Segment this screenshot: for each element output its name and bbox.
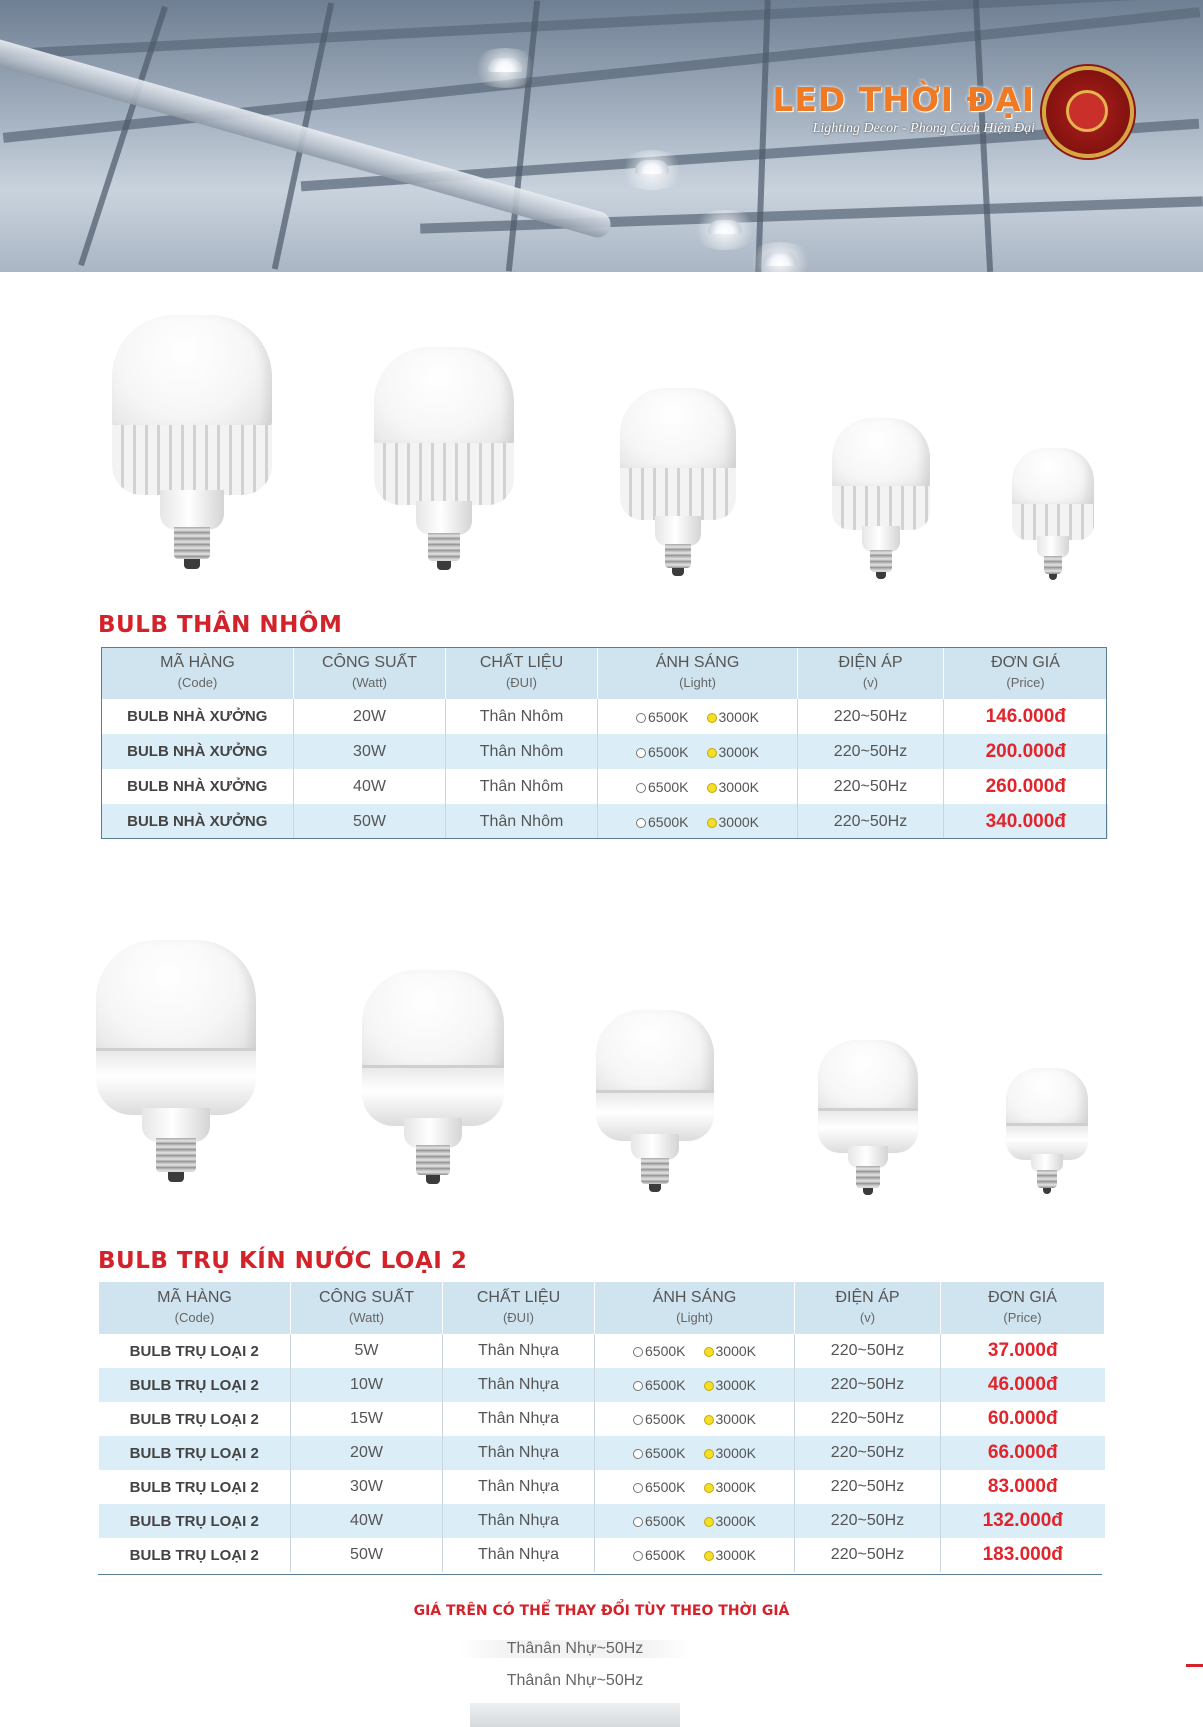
warm-light-dot-icon: [704, 1551, 714, 1561]
cell-code: BULB TRỤ LOẠI 2: [99, 1334, 291, 1368]
cool-light-dot-icon: [633, 1381, 643, 1391]
cell-price: 37.000đ: [941, 1334, 1105, 1368]
warm-light-dot-icon: [704, 1483, 714, 1493]
cell-code: BULB TRỤ LOẠI 2: [99, 1402, 291, 1436]
light-cool-label: 6500K: [645, 1343, 686, 1359]
cell-price: 46.000đ: [941, 1368, 1105, 1402]
light-cool-label: 6500K: [645, 1547, 686, 1563]
cell-voltage: 220~50Hz: [798, 804, 944, 839]
bulb-image-medium: [596, 1010, 714, 1210]
bulb-image-small: [832, 418, 930, 590]
cool-light-dot-icon: [633, 1517, 643, 1527]
col-header-material: CHẤT LIỆU (ĐUI): [446, 647, 598, 699]
ceiling-lamp: [763, 252, 797, 266]
faded-text-line: Thânân Nhự~50Hz: [506, 1672, 644, 1689]
col-header-code: MÃ HÀNG (Code): [99, 1282, 291, 1334]
light-warm-label: 3000K: [718, 743, 759, 760]
section-title-plastic: BULB TRỤ KÍN NƯỚC LOẠI 2: [98, 1248, 468, 1274]
brand-seal-icon: [1042, 66, 1134, 158]
brand-tagline: Lighting Decor - Phong Cách Hiện Đại: [812, 121, 1035, 136]
cell-material: Thân Nhựa: [443, 1402, 595, 1436]
price-table-plastic: [98, 1282, 1105, 1572]
section-title-aluminium: BULB THÂN NHÔM: [98, 612, 343, 638]
cool-light-dot-icon: [633, 1483, 643, 1493]
cell-voltage: 220~50Hz: [795, 1402, 941, 1436]
cell-price: 183.000đ: [941, 1538, 1105, 1572]
cell-watt: 20W: [294, 699, 446, 734]
cell-material: Thân Nhựa: [443, 1436, 595, 1470]
bulb-image-large: [112, 315, 272, 585]
cell-code: BULB NHÀ XƯỞNG: [102, 804, 294, 839]
cell-voltage: 220~50Hz: [795, 1368, 941, 1402]
cell-light: [598, 769, 798, 804]
col-header-voltage: ĐIỆN ÁP (v): [798, 647, 944, 699]
cell-price: 60.000đ: [941, 1402, 1105, 1436]
bulb-image-medium-large: [362, 970, 504, 1210]
cool-light-dot-icon: [633, 1551, 643, 1561]
cell-material: Thân Nhôm: [446, 699, 598, 734]
warm-light-dot-icon: [707, 783, 717, 793]
light-cool-label: 6500K: [648, 743, 689, 760]
table-row: [99, 1504, 1105, 1538]
cell-material: Thân Nhựa: [443, 1504, 595, 1538]
light-cool-label: 6500K: [645, 1445, 686, 1461]
cell-code: BULB NHÀ XƯỞNG: [102, 734, 294, 769]
cool-light-dot-icon: [636, 748, 646, 758]
col-header-voltage: ĐIỆN ÁP (v): [795, 1282, 941, 1334]
light-cool-label: 6500K: [645, 1479, 686, 1495]
cell-price: 200.000đ: [944, 734, 1108, 769]
cell-price: 66.000đ: [941, 1436, 1105, 1470]
light-cool-label: 6500K: [645, 1411, 686, 1427]
col-header-price: ĐƠN GIÁ (Price): [941, 1282, 1105, 1334]
cell-watt: 40W: [294, 769, 446, 804]
col-header-material: CHẤT LIỆU (ĐUI): [443, 1282, 595, 1334]
table-header-row: [102, 647, 1108, 699]
light-warm-label: 3000K: [715, 1343, 756, 1359]
warm-light-dot-icon: [704, 1347, 714, 1357]
bulb-image-medium-large: [374, 347, 514, 587]
table-row: [102, 804, 1108, 839]
cell-light: [595, 1402, 795, 1436]
light-cool-label: 6500K: [648, 778, 689, 795]
light-warm-label: 3000K: [715, 1547, 756, 1563]
light-warm-label: 3000K: [718, 778, 759, 795]
seal-emblem: [1066, 90, 1108, 132]
cell-voltage: 220~50Hz: [795, 1504, 941, 1538]
cell-light: [598, 699, 798, 734]
cell-watt: 5W: [291, 1334, 443, 1368]
cell-light: [595, 1538, 795, 1572]
cell-voltage: 220~50Hz: [798, 699, 944, 734]
table-row: [99, 1368, 1105, 1402]
bulb-image-medium: [620, 388, 736, 588]
table-row: [102, 769, 1108, 804]
brand-logo: [772, 80, 1035, 137]
light-warm-label: 3000K: [715, 1377, 756, 1393]
light-warm-label: 3000K: [718, 813, 759, 830]
col-header-price: ĐƠN GIÁ (Price): [944, 647, 1108, 699]
bulb-image-small: [818, 1040, 918, 1212]
brand-name: LED THỜI ĐẠI: [772, 80, 1035, 119]
light-warm-label: 3000K: [715, 1513, 756, 1529]
cell-code: BULB TRỤ LOẠI 2: [99, 1368, 291, 1402]
bulb-image-smallest: [1012, 448, 1094, 590]
table-row: [99, 1334, 1105, 1368]
bottom-strip: [470, 1703, 680, 1727]
cell-code: BULB TRỤ LOẠI 2: [99, 1470, 291, 1504]
cell-material: Thân Nhôm: [446, 734, 598, 769]
cell-light: [595, 1504, 795, 1538]
table-row: [102, 734, 1108, 769]
price-change-note: GIÁ TRÊN CÓ THỂ THAY ĐỔI TÙY THEO THỜI GIÁ: [413, 1603, 790, 1619]
header-banner: [0, 0, 1203, 272]
warm-light-dot-icon: [707, 713, 717, 723]
cell-voltage: 220~50Hz: [795, 1334, 941, 1368]
light-cool-label: 6500K: [648, 708, 689, 725]
cell-watt: 30W: [294, 734, 446, 769]
cell-code: BULB TRỤ LOẠI 2: [99, 1504, 291, 1538]
cell-light: [598, 734, 798, 769]
cell-watt: 50W: [291, 1538, 443, 1572]
cell-watt: 50W: [294, 804, 446, 839]
table-row: [99, 1402, 1105, 1436]
cell-light: [595, 1368, 795, 1402]
col-header-watt: CÔNG SUẤT (Watt): [291, 1282, 443, 1334]
light-cool-label: 6500K: [645, 1513, 686, 1529]
cell-voltage: 220~50Hz: [798, 769, 944, 804]
warm-light-dot-icon: [707, 748, 717, 758]
light-warm-label: 3000K: [718, 708, 759, 725]
cell-price: 132.000đ: [941, 1504, 1105, 1538]
col-header-light: ÁNH SÁNG (Light): [598, 647, 798, 699]
light-cool-label: 6500K: [648, 813, 689, 830]
table-row: [102, 699, 1108, 734]
cell-price: 260.000đ: [944, 769, 1108, 804]
cell-code: BULB TRỤ LOẠI 2: [99, 1436, 291, 1470]
light-cool-label: 6500K: [645, 1377, 686, 1393]
table-row: [99, 1436, 1105, 1470]
cell-light: [595, 1470, 795, 1504]
ceiling-lamp: [488, 58, 522, 72]
cool-light-dot-icon: [633, 1415, 643, 1425]
warm-light-dot-icon: [704, 1415, 714, 1425]
cell-material: Thân Nhựa: [443, 1538, 595, 1572]
cell-material: Thân Nhựa: [443, 1368, 595, 1402]
cell-light: [595, 1334, 795, 1368]
cell-price: 340.000đ: [944, 804, 1108, 839]
bulb-image-large: [96, 940, 256, 1210]
cell-voltage: 220~50Hz: [795, 1470, 941, 1504]
cool-light-dot-icon: [633, 1449, 643, 1459]
cell-material: Thân Nhôm: [446, 804, 598, 839]
cell-material: Thân Nhựa: [443, 1334, 595, 1368]
table-row: [99, 1470, 1105, 1504]
price-table-aluminium: [101, 647, 1108, 839]
cool-light-dot-icon: [633, 1347, 643, 1357]
light-warm-label: 3000K: [715, 1445, 756, 1461]
light-warm-label: 3000K: [715, 1411, 756, 1427]
warm-light-dot-icon: [704, 1449, 714, 1459]
light-warm-label: 3000K: [715, 1479, 756, 1495]
ceiling-lamp: [708, 220, 742, 234]
col-header-watt: CÔNG SUẤT (Watt): [294, 647, 446, 699]
cell-voltage: 220~50Hz: [795, 1538, 941, 1572]
col-header-light: ÁNH SÁNG (Light): [595, 1282, 795, 1334]
cell-code: BULB NHÀ XƯỞNG: [102, 769, 294, 804]
cell-material: Thân Nhựa: [443, 1470, 595, 1504]
warm-light-dot-icon: [707, 818, 717, 828]
cell-code: BULB NHÀ XƯỞNG: [102, 699, 294, 734]
cell-watt: 10W: [291, 1368, 443, 1402]
cell-price: 83.000đ: [941, 1470, 1105, 1504]
ceiling-lamp: [635, 160, 669, 174]
cell-voltage: 220~50Hz: [795, 1436, 941, 1470]
cell-watt: 15W: [291, 1402, 443, 1436]
table-header-row: [99, 1282, 1105, 1334]
cell-material: Thân Nhôm: [446, 769, 598, 804]
cell-voltage: 220~50Hz: [798, 734, 944, 769]
cell-watt: 20W: [291, 1436, 443, 1470]
cool-light-dot-icon: [636, 783, 646, 793]
cell-watt: 30W: [291, 1470, 443, 1504]
page-edge-mark: [1186, 1664, 1203, 1667]
cell-light: [595, 1436, 795, 1470]
cool-light-dot-icon: [636, 713, 646, 723]
warm-light-dot-icon: [704, 1517, 714, 1527]
warm-light-dot-icon: [704, 1381, 714, 1391]
bulb-image-smallest: [1006, 1068, 1088, 1210]
faded-text-line: Thânân Nhự~50Hz: [460, 1640, 690, 1658]
cool-light-dot-icon: [636, 818, 646, 828]
cell-watt: 40W: [291, 1504, 443, 1538]
ceiling-truss: [506, 0, 540, 271]
cell-price: 146.000đ: [944, 699, 1108, 734]
col-header-code: MÃ HÀNG (Code): [102, 647, 294, 699]
table-row: [99, 1538, 1105, 1572]
cell-code: BULB TRỤ LOẠI 2: [99, 1538, 291, 1572]
cell-light: [598, 804, 798, 839]
